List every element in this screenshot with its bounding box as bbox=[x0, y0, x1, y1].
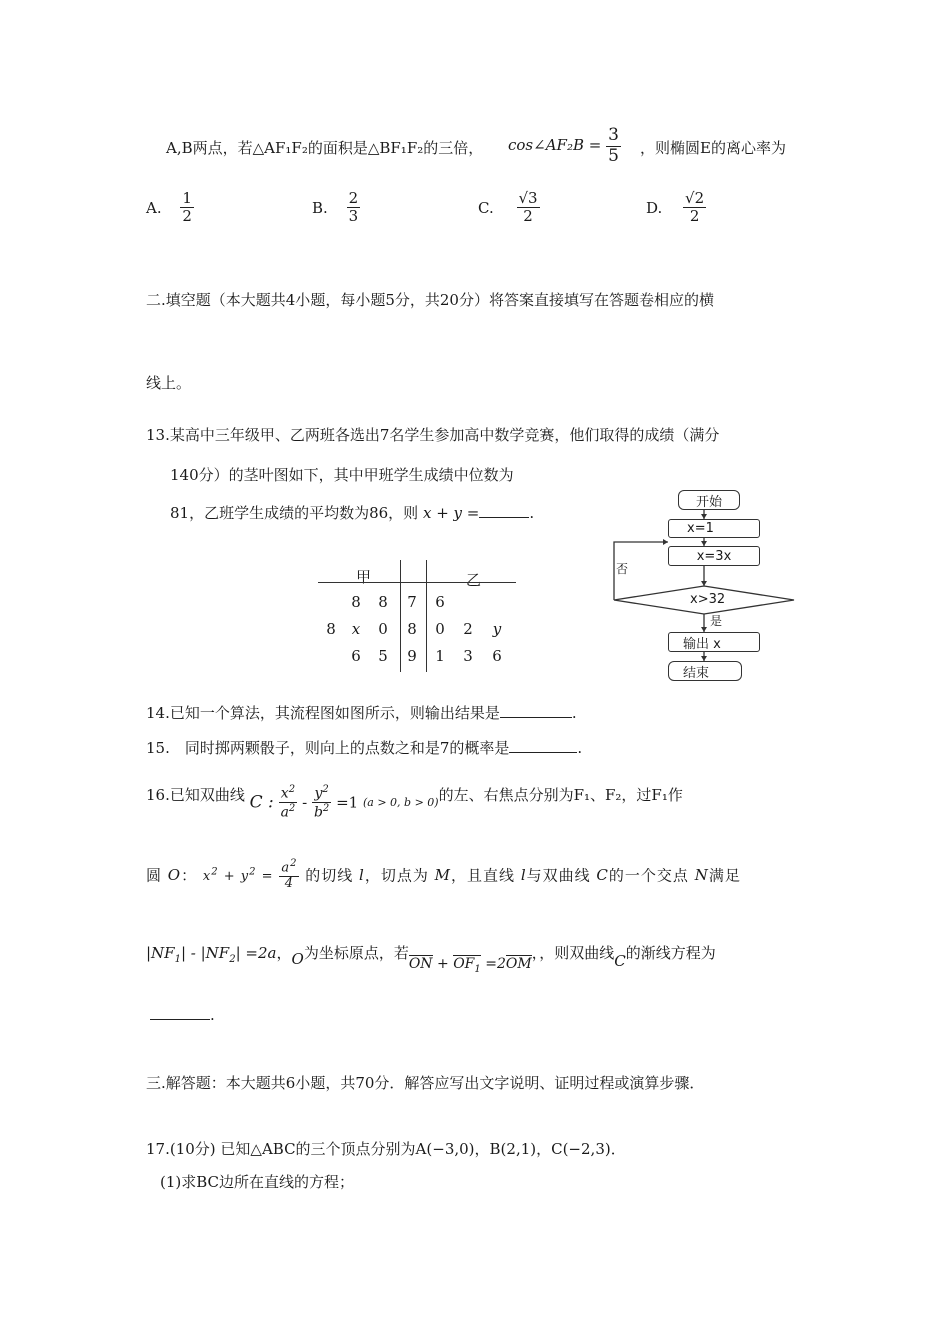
flowchart-start: 开始 bbox=[678, 490, 740, 510]
stem-leaf-row: 6 5 9 1 3 6 bbox=[351, 646, 502, 665]
q12-line bbox=[166, 137, 483, 158]
flowchart-lines bbox=[606, 486, 806, 684]
q13-line1: 13.某高中三年级甲、乙两班各选出7名学生参加高中数学竞赛，他们取得的成绩（满分 bbox=[146, 426, 720, 444]
q14-blank bbox=[500, 716, 572, 718]
q12-tail: ，则椭圆E的离心率为 bbox=[640, 139, 786, 157]
flowchart bbox=[606, 486, 806, 684]
flowchart-cond: x>32 bbox=[690, 592, 726, 607]
q17-line1: 17.(10分) 已知△ABC的三个顶点分别为A(−3,0)，B(2,1)，C(−2,3)． bbox=[146, 1140, 626, 1158]
flowchart-init: x=1 bbox=[668, 519, 760, 538]
q14: 14.已知一个算法，其流程图如图所示，则输出结果是 . bbox=[146, 704, 577, 722]
q12-cos bbox=[508, 126, 621, 166]
option-d: D. $\frac{√2}{2}$ bbox=[646, 189, 705, 226]
stem-leaf-row: 8 8 7 6 bbox=[351, 592, 445, 611]
q16-line3: $|NF_1| - |NF_2| =2a$，O为坐标原点，若ON + $OF_1 =2OM$，，则双曲线C的渐线方程为 bbox=[146, 944, 716, 975]
flowchart-step: x=3x bbox=[668, 546, 760, 566]
stem-leaf-table bbox=[318, 588, 512, 669]
q16-line1: 16.已知双曲线 C : $\frac{x^2}{a^2}$ - $\frac{y^2}{b^2}$ =1 (a > 0, b > 0)的左、右焦点分别为F₁、F₂，过F₁作 bbox=[146, 784, 683, 821]
section2-line1: 二.填空题（本大题共4小题，每小题5分，共20分）将答案直接填写在答题卷相应的横 bbox=[146, 291, 714, 309]
section3: 三.解答题：本大题共6小题，共70分．解答应写出文字说明、证明过程或演算步骤． bbox=[146, 1074, 705, 1092]
q12-cos-frac: $\frac{3}{5}$ bbox=[608, 125, 619, 166]
q12-text: A,B两点，若△AF₁F₂的面积是△BF₁F₂的三倍， bbox=[166, 139, 484, 157]
q15: 15. 同时掷两颗骰子，则向上的点数之和是7的概率是 . bbox=[146, 739, 583, 757]
stem-leaf-hline bbox=[318, 582, 516, 583]
flowchart-end: 结束 bbox=[668, 661, 742, 681]
flowchart-no: 否 bbox=[616, 562, 629, 576]
stem-leaf-row: 8 x 0 8 0 2 y bbox=[326, 619, 502, 638]
option-b: B. $\frac{2}{3}$ bbox=[312, 189, 359, 226]
stem-leaf-left-header: 甲 bbox=[356, 568, 372, 586]
stem-leaf-right-header: 乙 bbox=[466, 571, 482, 589]
option-a: A. $\frac{1}{2}$ bbox=[146, 189, 192, 226]
q16-blank: . bbox=[150, 1006, 215, 1024]
option-c: C. $\frac{√3}{2}$ bbox=[478, 189, 538, 226]
q16-line2: 圆 O： $x^2 + y^2$ = $\frac{a^2}{4}$ 的切线 l，切点为 M，且直线 l与双曲线 C的一个交点 N满足 bbox=[146, 858, 741, 892]
q13-line3: 81，乙班学生成绩的平均数为86，则 x + y = . bbox=[170, 504, 535, 522]
q15-blank bbox=[509, 751, 577, 753]
q17-line2: (1)求BC边所在直线的方程； bbox=[160, 1173, 355, 1191]
flowchart-output: 输出 x bbox=[668, 632, 760, 652]
q12-cos-text: cos∠AF₂B = bbox=[508, 136, 602, 155]
q13-line2: 140分）的茎叶图如下，其中甲班学生成绩中位数为 bbox=[170, 466, 514, 484]
flowchart-yes: 是 bbox=[710, 614, 723, 628]
q13-blank bbox=[479, 516, 529, 518]
section2-line2: 线上。 bbox=[146, 374, 192, 392]
stem-leaf-plot bbox=[318, 560, 516, 672]
